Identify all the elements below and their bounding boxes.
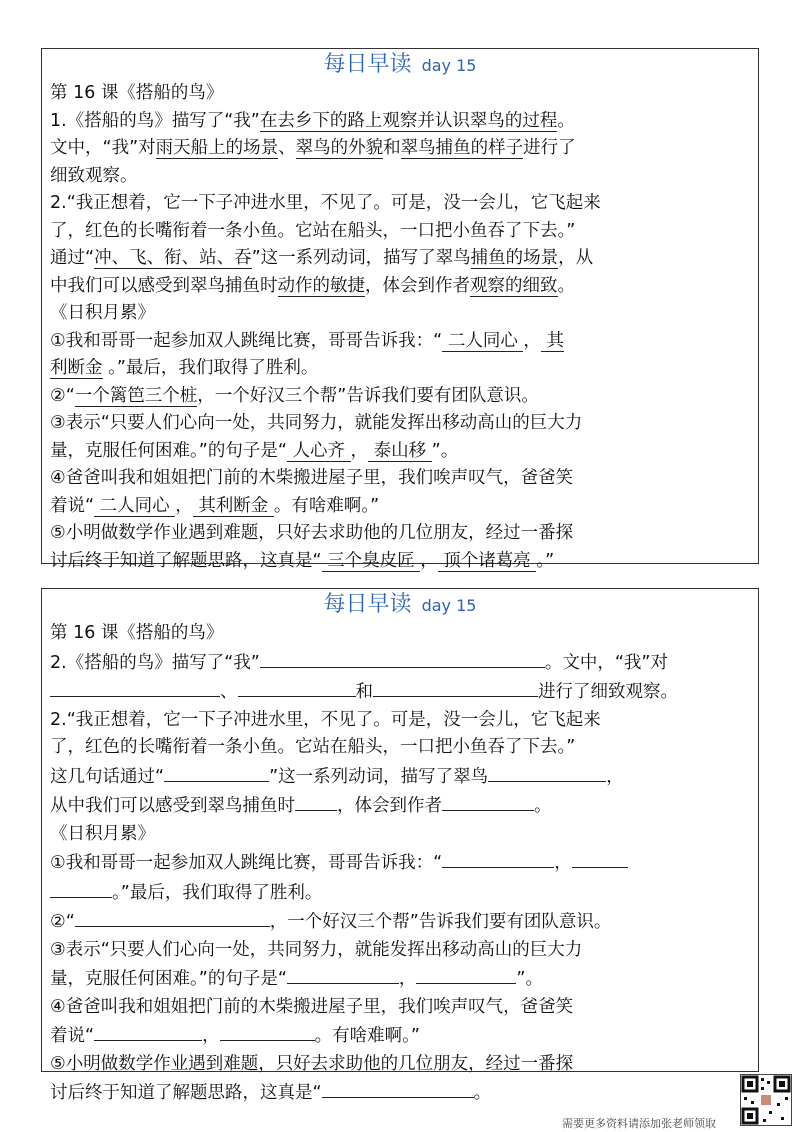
line-text: ，: [554, 853, 572, 873]
text-line: [50, 108, 750, 136]
text-line: [50, 848, 750, 878]
text-line: [50, 163, 750, 191]
answer-blank: [416, 964, 516, 984]
answer-blank: [295, 791, 337, 811]
line-text: 进行了细致观察。: [538, 682, 678, 702]
line-text: ”。: [431, 440, 459, 461]
answer-blank: [50, 677, 220, 697]
text-line: [50, 964, 750, 994]
line-text: 、: [220, 682, 238, 702]
underlined-answer: 泰山移: [368, 440, 432, 461]
header-title: 每日早读: [323, 592, 412, 617]
answer-blank: [287, 964, 399, 984]
line-text: 、: [278, 138, 296, 158]
line-text: ①我和哥哥一起参加双人跳绳比赛，哥哥告诉我：“: [50, 853, 443, 873]
line-text: 。文中，“我”对: [544, 652, 668, 673]
underlined-answer: 翠鸟捕鱼的样子: [400, 138, 524, 158]
line-text: 。有啥难啊。”: [314, 1026, 420, 1046]
practice-card: [41, 588, 759, 1103]
line-text: ，: [202, 1026, 220, 1046]
text-line: [50, 410, 750, 438]
line-text: ①我和哥哥一起参加双人跳绳比赛，哥哥告诉我：“: [50, 330, 443, 351]
qr-code-icon: [740, 1074, 792, 1126]
line-text: 。”最后，我们取得了胜利。: [102, 358, 319, 378]
line-text: 了，红色的长嘴衔着一条小鱼。它站在船头，一口把小鱼吞了下去。”: [50, 737, 576, 757]
answer-blank: [322, 1078, 474, 1098]
line-text: 。: [473, 1083, 492, 1103]
underlined-answer: 二人同心: [94, 495, 176, 516]
line-text: 着说“: [50, 1026, 95, 1046]
line-text: 从中我们可以感受到翠鸟捕鱼时: [50, 796, 295, 816]
header-day: day 15: [421, 596, 477, 615]
line-text: 通过“: [50, 248, 95, 268]
underlined-answer: 一个篱笆三个桩: [74, 385, 198, 406]
underlined-answer: 观察的细致: [470, 275, 558, 296]
line-text: ”这一系列动词，描写了翠鸟: [251, 248, 471, 268]
line-text: ③表示“只要人们心向一处，共同努力，就能发挥出移动高山的巨大力: [50, 413, 583, 433]
line-text: 。”最后，我们取得了胜利。: [112, 882, 323, 903]
text-line: [50, 937, 750, 965]
answer-blank: [373, 677, 538, 697]
line-text: ，: [350, 440, 369, 461]
line-text: 文中，“我”对: [50, 138, 156, 158]
line-text: ”。: [516, 969, 543, 989]
card-body: [42, 620, 758, 1108]
text-line: [50, 677, 750, 707]
line-text: 量，克服任何困难。”的句子是“: [50, 440, 287, 461]
line-text: 着说“: [50, 495, 95, 516]
card-header: [42, 50, 758, 80]
line-text: ，体会到作者: [365, 275, 470, 296]
card-header: [42, 590, 758, 620]
text-line: [50, 80, 750, 108]
text-line: [50, 190, 750, 218]
underlined-answer: 其利断金: [192, 495, 274, 516]
line-text: ，一个好汉三个帮”告诉我们要有团队意识。: [197, 385, 539, 406]
text-line: [50, 135, 750, 163]
underlined-answer: 人心齐: [286, 440, 351, 461]
underlined-answer: 利断金: [50, 358, 103, 378]
text-line: [50, 383, 750, 411]
line-text: ，从: [558, 248, 594, 268]
answer-blank: [75, 907, 270, 927]
answer-blank: [220, 1021, 315, 1041]
line-text: 和: [355, 682, 373, 702]
line-text: 。: [557, 275, 575, 296]
line-text: ，: [420, 550, 438, 571]
underlined-answer: 翠鸟的外貌: [295, 138, 384, 158]
underlined-answer: 捕鱼的场景: [470, 248, 559, 268]
line-text: 。”: [536, 550, 555, 571]
line-text: 这几句话通过“: [50, 766, 165, 787]
answer-blank: [260, 648, 545, 668]
text-line: [50, 707, 750, 735]
line-text: ，: [606, 766, 624, 787]
text-line: [50, 520, 750, 548]
line-text: 了，红色的长嘴衔着一条小鱼。它站在船头，一口把小鱼吞了下去。”: [50, 220, 576, 241]
underlined-answer: 三个臭皮匠: [321, 550, 421, 571]
text-line: [50, 1078, 750, 1108]
answer-blank: [94, 1021, 202, 1041]
line-text: 。: [534, 796, 552, 816]
line-text: ”这一系列动词，描写了翠鸟: [269, 766, 489, 787]
answer-blank: [488, 762, 606, 782]
answer-blank: [442, 791, 534, 811]
line-text: 。: [557, 110, 575, 131]
line-text: 讨后终于知道了解题思路，这真是“: [50, 550, 322, 571]
underlined-answer: 动作的敏捷: [277, 275, 365, 296]
answer-blank: [238, 677, 356, 697]
text-line: [50, 548, 750, 576]
line-text: 第 16 课《搭船的鸟》: [50, 83, 224, 103]
line-text: ③表示“只要人们心向一处，共同努力，就能发挥出移动高山的巨大力: [50, 939, 583, 960]
line-text: 。有啥难啊。”: [273, 495, 380, 516]
text-line: [50, 821, 750, 849]
card-body: [42, 80, 758, 575]
underlined-answer: 雨天船上的场景: [155, 138, 279, 158]
text-line: [50, 465, 750, 493]
text-line: [50, 648, 750, 678]
underlined-answer: 二人同心: [442, 330, 524, 351]
underlined-answer: 在去乡下的路上观察并认识翠鸟的过程: [259, 110, 558, 131]
line-text: 2.“我正想着，它一下子冲进水里，不见了。可是，没一会儿，它飞起来: [50, 193, 601, 213]
line-text: 《日积月累》: [50, 823, 155, 844]
line-text: 和: [383, 138, 401, 158]
answer-card: [41, 48, 759, 571]
line-text: ，: [398, 969, 417, 989]
text-line: [50, 620, 750, 648]
line-text: ，: [523, 330, 541, 351]
line-text: 量，克服任何困难。”的句子是“: [50, 969, 287, 989]
text-line: [50, 300, 750, 328]
line-text: ④爸爸叫我和姐姐把门前的木柴搬进屋子里，我们唉声叹气，爸爸笑: [50, 996, 574, 1017]
line-text: ⑤小明做数学作业遇到难题，只好去求助他的几位朋友，经过一番探: [50, 1053, 574, 1074]
line-text: ，: [175, 495, 193, 516]
text-line: [50, 355, 750, 383]
line-text: ②“: [50, 385, 75, 406]
header-day: day 15: [421, 56, 477, 75]
line-text: ，一个好汉三个帮”告诉我们要有团队意识。: [269, 912, 612, 932]
text-line: [50, 878, 750, 908]
header-title: 每日早读: [323, 52, 412, 77]
text-line: [50, 1021, 750, 1051]
text-line: [50, 328, 750, 356]
text-line: [50, 1051, 750, 1079]
text-line: [50, 994, 750, 1022]
text-line: [50, 273, 750, 301]
text-line: [50, 762, 750, 792]
answer-blank: [572, 848, 628, 868]
line-text: 细致观察。: [50, 165, 138, 186]
footer-note: 需要更多资料请添加张老师领取: [562, 1117, 716, 1130]
text-line: [50, 734, 750, 762]
text-line: [50, 245, 750, 273]
text-line: [50, 218, 750, 246]
line-text: ⑤小明做数学作业遇到难题，只好去求助他的几位朋友，经过一番探: [50, 523, 574, 543]
answer-blank: [442, 848, 554, 868]
underlined-answer: 冲、飞、衔、站、吞: [94, 248, 252, 268]
qr-code-graphic: [741, 1075, 791, 1125]
answer-blank: [50, 878, 112, 898]
text-line: [50, 907, 750, 937]
underlined-answer: 顶个诸葛亮: [437, 550, 537, 571]
text-line: [50, 493, 750, 521]
answer-blank: [164, 762, 269, 782]
line-text: ④爸爸叫我和姐姐把门前的木柴搬进屋子里，我们唉声叹气，爸爸笑: [50, 468, 574, 488]
line-text: ②“: [50, 912, 75, 932]
line-text: 《日积月累》: [50, 303, 155, 323]
line-text: 进行了: [523, 138, 576, 158]
line-text: 2.《搭船的鸟》描写了“我”: [50, 652, 260, 673]
text-line: [50, 438, 750, 466]
text-line: [50, 791, 750, 821]
line-text: 中我们可以感受到翠鸟捕鱼时: [50, 275, 278, 296]
line-text: 1.《搭船的鸟》描写了“我”: [50, 110, 260, 131]
underlined-answer: 其: [540, 330, 564, 351]
line-text: ，体会到作者: [337, 796, 442, 816]
line-text: 讨后终于知道了解题思路，这真是“: [50, 1083, 322, 1103]
line-text: 2.“我正想着，它一下子冲进水里，不见了。可是，没一会儿，它飞起来: [50, 709, 601, 730]
line-text: 第 16 课《搭船的鸟》: [50, 623, 224, 643]
